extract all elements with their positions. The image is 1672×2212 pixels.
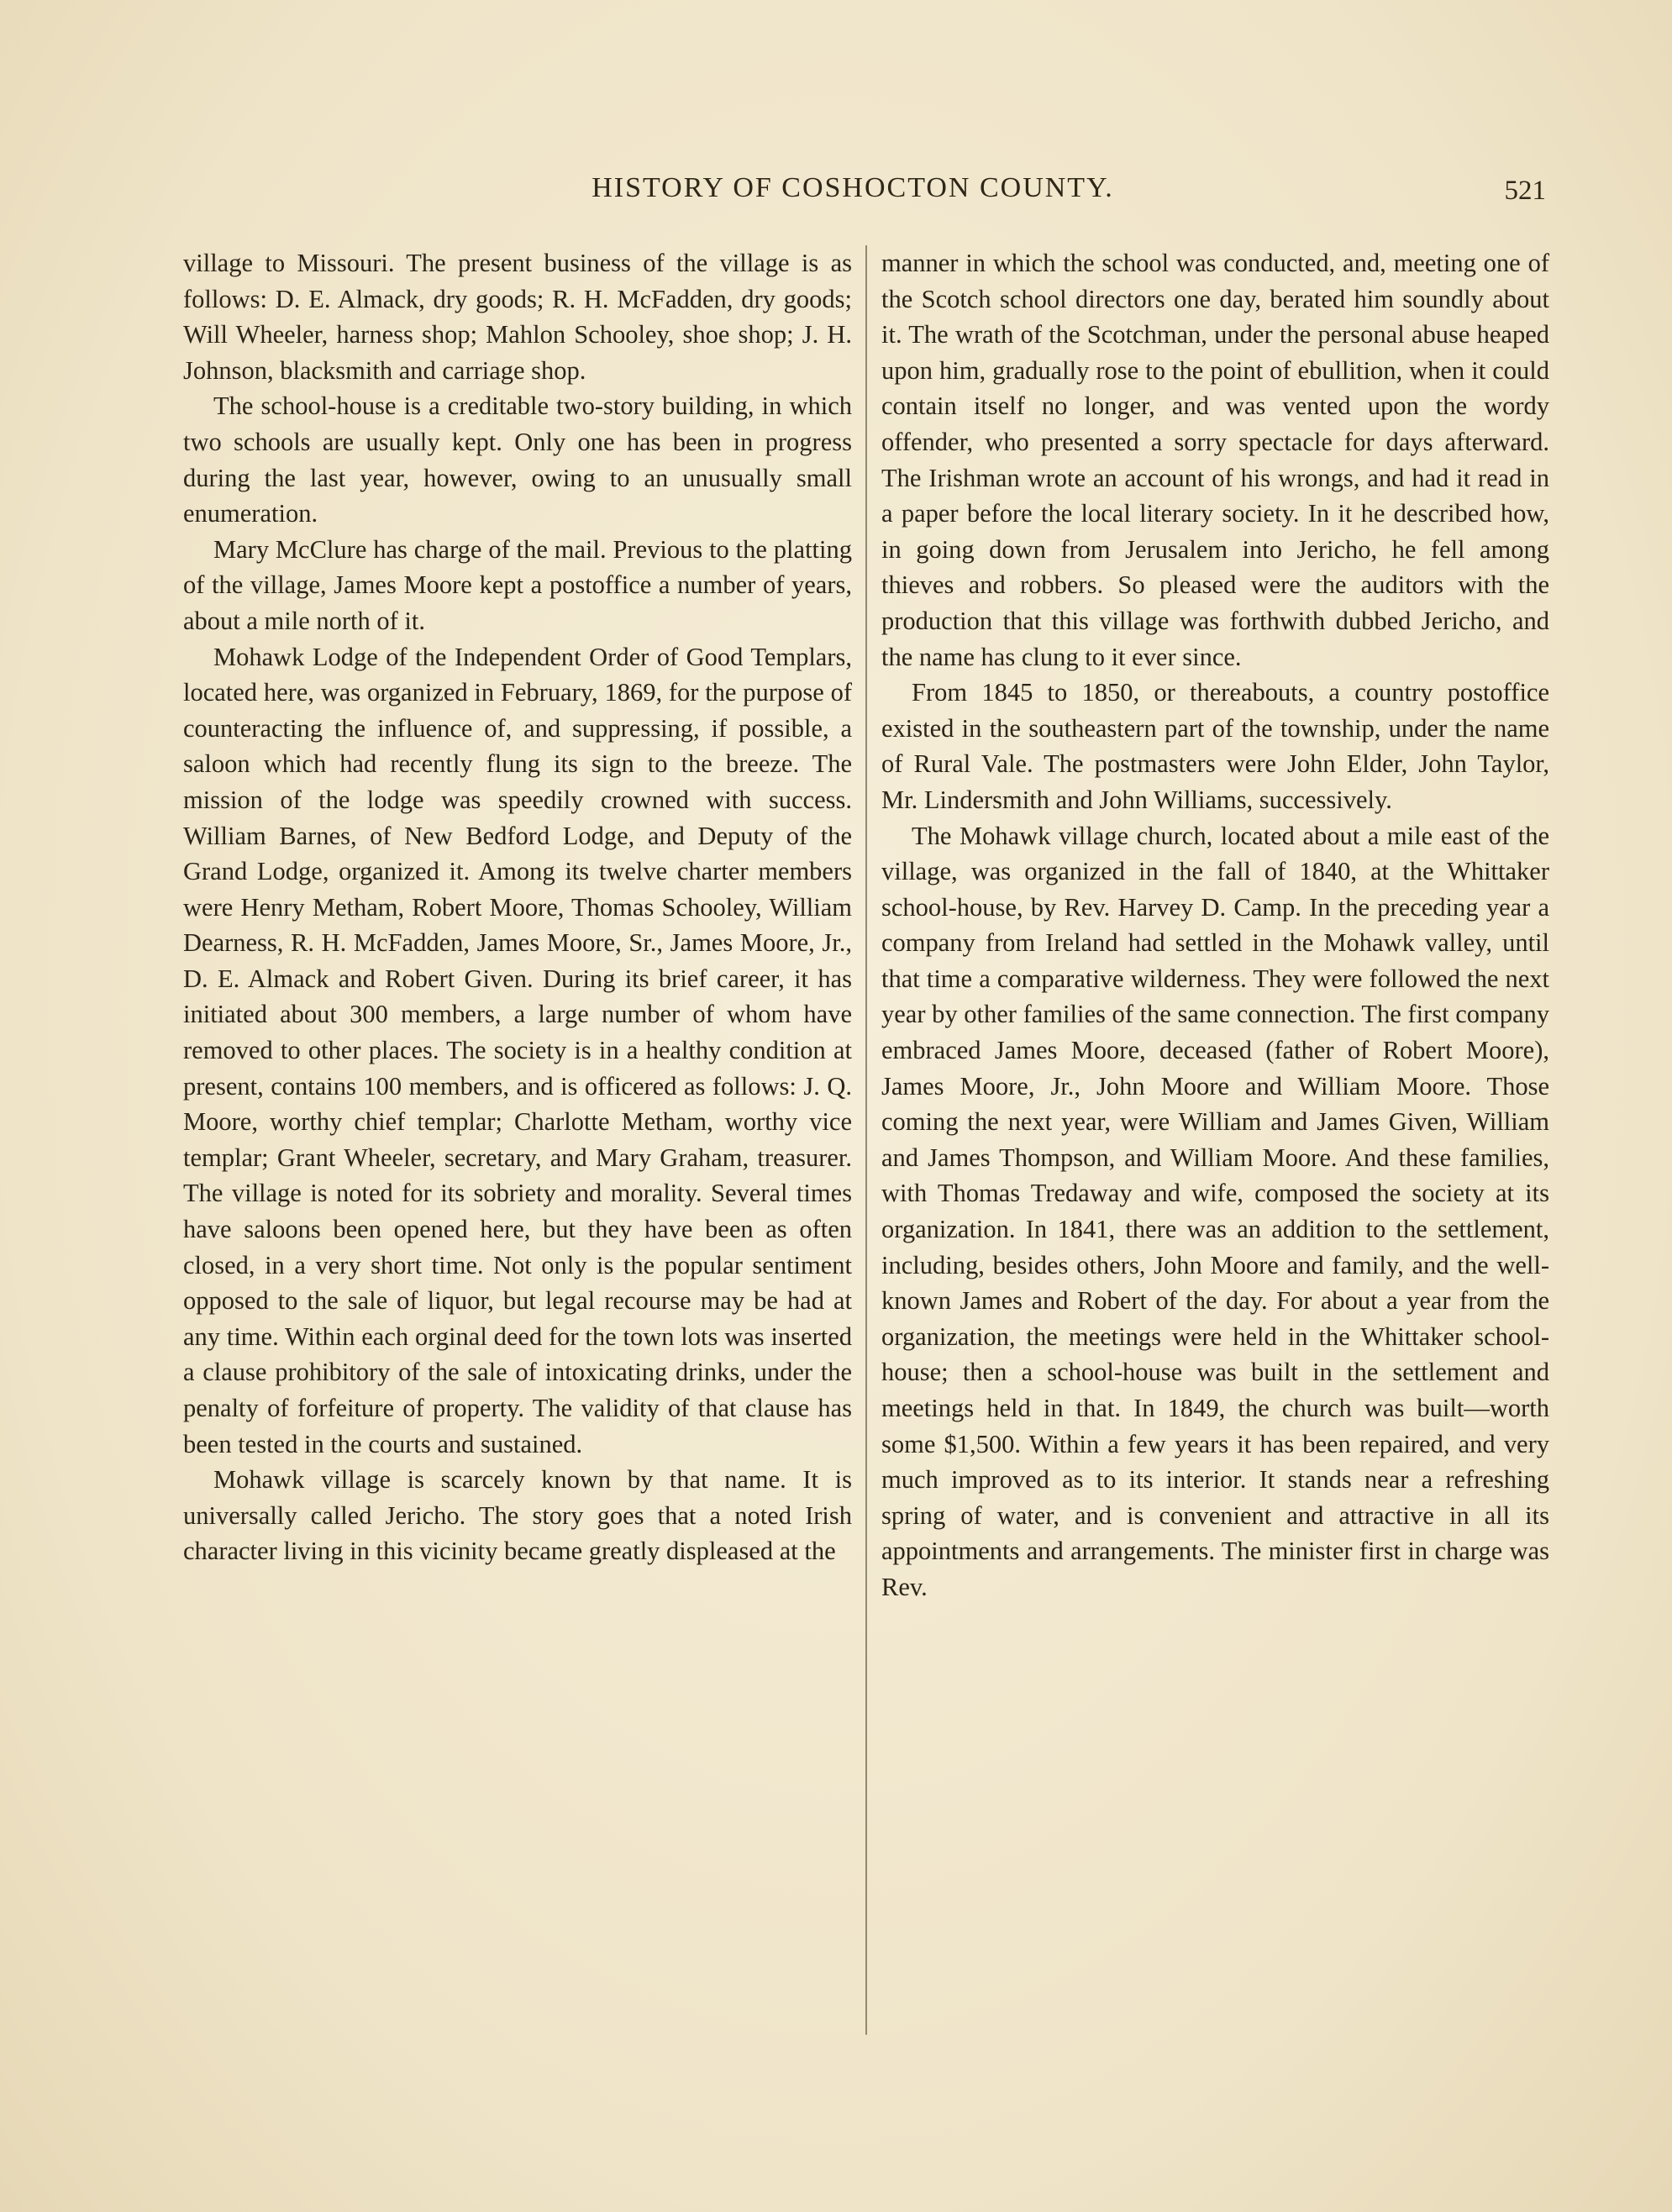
left-column: [183, 245, 852, 1569]
paragraph: Mary McClure has charge of the mail. Previous to the platting of the village, James Moore kept a postoffice a number of years, about a mile north of it.: [183, 534, 852, 635]
paragraph: manner in which the school was conducted, and, meeting one of the Scotch school directors one day, berated him soundly about it. The wrath of the Scotchman, under the personal abuse heaped upon him, gradually rose to the point of ebullition, when it could contain itself no longer, and was vented upon the wordy offender, who presented a sorry spectacle for days afterward. The Irishman wrote an account of his wrongs, and had it read in a paper before the local literary society. In it he described how, in going down from Jerusalem into Jericho, he fell among thieves and robbers. So pleased were the auditors with the production that this village was forthwith dubbed Jericho, and the name has clung to it ever since.: [881, 249, 1549, 671]
paragraph: From 1845 to 1850, or thereabouts, a country postoffice existed in the southeastern part of the township, under the name of Rural Vale. The postmasters were John Elder, John Taylor, Mr. Lindersmith and John Williams, successively.: [881, 678, 1549, 814]
paragraph: The Mohawk village church, located about a mile east of the village, was organized in the fall of 1840, at the Whittaker school-house, by Rev. Harvey D. Camp. In the preceding year a company from Ireland had settled in the Mohawk valley, until that time a comparative wilderness. They were followed the next year by other families of the same connection. The first company embraced James Moore, deceased (father of Robert Moore), James Moore, Jr., John Moore and William Moore. Those coming the next year, were William and James Given, William and James Thompson, and William Moore. And these families, with Thomas Tredaway and wife, composed the society at its organization. In 1841, there was an addition to the settlement, including, besides others, John Moore and family, and the well-known James and Robert of the day. For about a year from the organization, the meetings were held in the Whittaker school-house; then a school-house was built in the settlement and meetings held in that. In 1849, the church was built—worth some $1,500. Within a few years it has been repaired, and very much improved as to its interior. It stands near a refreshing spring of water, and is convenient and attractive in all its appointments and arrangements. The minister first in charge was Rev.: [881, 821, 1549, 1601]
paragraph: The school-house is a creditable two-story building, in which two schools are usually kept. Only one has been in progress during the last year, however, owing to an unusually small enumeration.: [183, 391, 852, 528]
paragraph: Mohawk Lodge of the Independent Order of Good Templars, located here, was organized in February, 1869, for the purpose of counteracting the influence of, and suppressing, if possible, a saloon which had recently flung its sign to the breeze. The mission of the lodge was speedily crowned with success. William Barnes, of New Bedford Lodge, and Deputy of the Grand Lodge, organized it. Among its twelve charter members were Henry Metham, Robert Moore, Thomas Schooley, William Dearness, R. H. McFadden, James Moore, Sr., James Moore, Jr., D. E. Almack and Robert Given. During its brief career, it has initiated about 300 members, a large number of whom have removed to other places. The society is in a healthy condition at present, contains 100 members, and is officered as follows: J. Q. Moore, worthy chief templar; Charlotte Metham, worthy vice templar; Grant Wheeler, secretary, and Mary Graham, treasurer. The village is noted for its sobriety and morality. Several times have saloons been opened here, but they have been as often closed, in a very short time. Not only is the popular sentiment opposed to the sale of liquor, but legal recourse may be had at any time. Within each orginal deed for the town lots was inserted a clause prohibitory of the sale of intoxicating drinks, under the penalty of forfeiture of property. The validity of that clause has been tested in the courts and sustained.: [183, 642, 852, 1458]
running-title: HISTORY OF COSHOCTON COUNTY.: [592, 172, 1114, 203]
paragraph: village to Missouri. The present business of the village is as follows: D. E. Almack, dry goods; R. H. McFadden, dry goods; Will Wheeler, harness shop; Mahlon Schooley, shoe shop; J. H. Johnson, blacksmith and carriage shop.: [183, 249, 852, 385]
right-column: [881, 245, 1549, 1605]
page-number: 521: [1504, 176, 1546, 206]
paragraph: Mohawk village is scarcely known by that name. It is universally called Jericho. The story goes that a noted Irish character living in this vicinity became greatly displeased at the: [183, 1465, 852, 1566]
page-header: [160, 172, 1546, 223]
column-divider: [865, 245, 867, 2035]
